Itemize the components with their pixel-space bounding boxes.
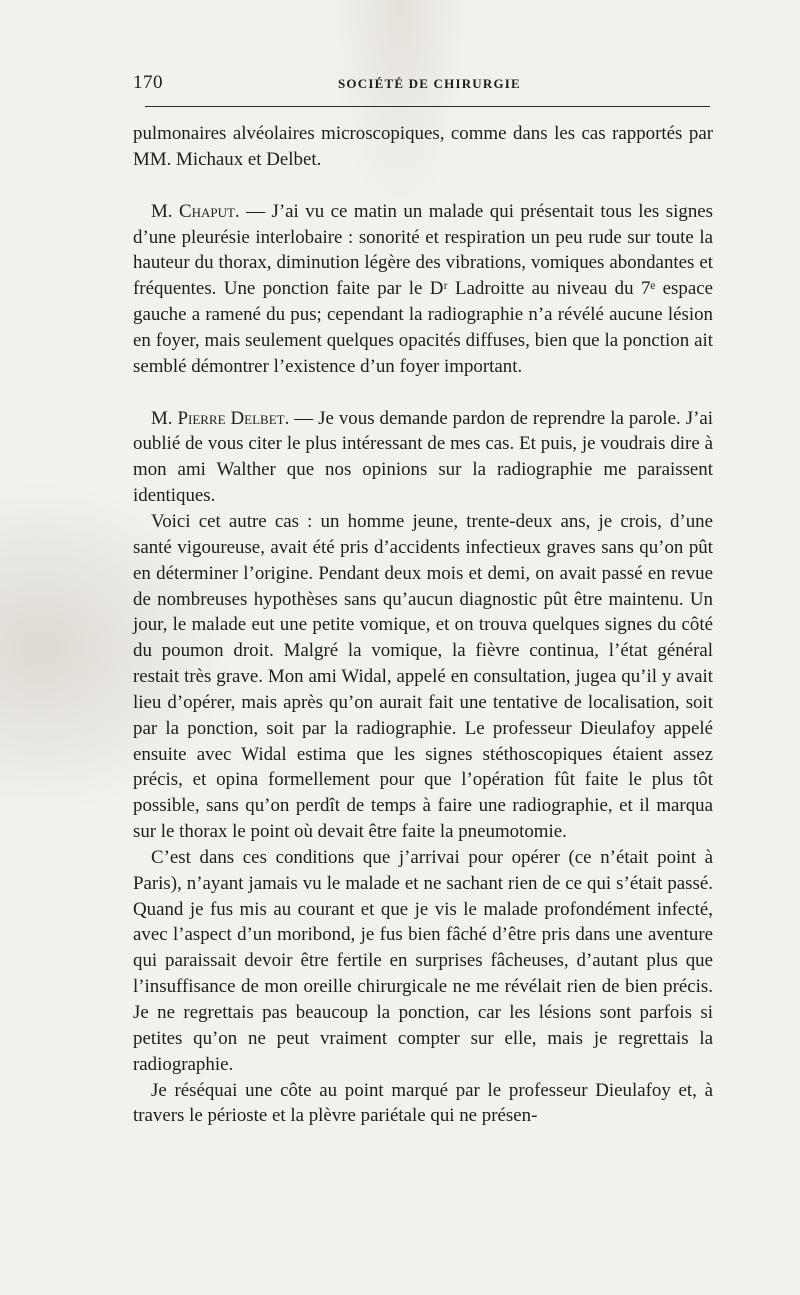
paragraph-text: Voici cet autre cas : un homme jeune, trente-deux ans, je crois, d’une santé vigoureuse, avait été pris d’accidents infectieux graves sans qu’on pût en déterminer l’origine. Pendant deux mois et demi, on avait passé en revue de nombreuses hypothèses sans qu’aucun diagnostic pût être maintenu. Un jour, le malade eut une petite vomique, et on trouva quelques signes du côté du poumon droit. Malgré la vomique, la fièvre continua, l’état général restait très grave. Mon ami Widal, appelé en consultation, jugea qu’il y avait lieu d’opérer, mais après qu’on aurait fait une tentative de localisation, soit par la ponction, soit par la radiographie. Le professeur Dieulafoy appelé ensuite avec Widal estima que les signes stéthoscopiques étaient assez précis, et opina formellement pour que l’opération fût faite le plus tôt possible, sans qu’on perdît de temps à faire une radiographie, et il marqua sur le thorax le point où devait être faite la pneumotomie. — [133, 510, 713, 843]
header-rule — [145, 106, 710, 107]
paragraph-text: Je réséquai une côte au point marqué par le professeur Dieulafoy et, à travers le périoste et la plèvre pariétale qui ne présen- — [133, 1079, 713, 1127]
paragraph-chaput — [133, 199, 713, 380]
paragraph-text: — J’ai vu ce matin un malade qui présentait tous les signes d’une pleurésie interlobaire : sonorité et respiration un peu rude sur toute la hauteur du thorax, diminution légère des vibrations, vomiques abondantes et fréquentes. Une ponction faite par le Dʳ Ladroitte au niveau du 7ᵉ espace gauche a ramené du pus; cependant la radiographie n’a révélé aucune lésion en foyer, mais seulement quelques opacités diffuses, bien que la ponction ait semblé démontrer l’existence d’un foyer important. — [133, 200, 713, 377]
paragraph-arrival — [133, 845, 713, 1078]
paragraph-delbet — [133, 406, 713, 509]
paragraph-case — [133, 509, 713, 845]
paragraph-resection — [133, 1078, 713, 1130]
paragraph-text: pulmonaires alvéolaires microscopiques, comme dans les cas rapportés par MM. Michaux et Delbet. — [133, 123, 713, 170]
speaker-name: M. Pierre Delbet. — [151, 407, 290, 429]
page-header — [133, 72, 713, 100]
paragraph-text: C’est dans ces conditions que j’arrivai pour opérer (ce n’était point à Paris), n’ayant jamais vu le malade et ne sachant rien de ce qui s’était passé. Quand je fus mis au courant et que je vis le malade profondément infecté, avec l’aspect d’un moribond, je fus bien fâché d’être pris dans une aventure qui paraissait devoir être fertile en surprises fâcheuses, d’autant plus que l’insuffisance de mon oreille chirurgicale ne me révélait rien de bien précis. Je ne regrettais pas beaucoup la ponction, car les lésions sont parfois si petites qu’on ne peut vraiment compter sur elle, mais je regrettais la radiographie. — [133, 846, 713, 1075]
page-number: 170 — [133, 72, 163, 93]
running-title: SOCIÉTÉ DE CHIRURGIE — [338, 76, 521, 91]
body-text — [133, 121, 713, 1129]
paragraph-continuation — [133, 121, 713, 173]
paragraph-text: — Je vous demande pardon de reprendre la parole. J’ai oublié de vous citer le plus intéressant de mes cas. Et puis, je voudrais dire à mon ami Walther que nos opinions sur la radiographie me paraissent identiques. — [133, 407, 714, 507]
speaker-name: M. Chaput. — [151, 200, 240, 222]
